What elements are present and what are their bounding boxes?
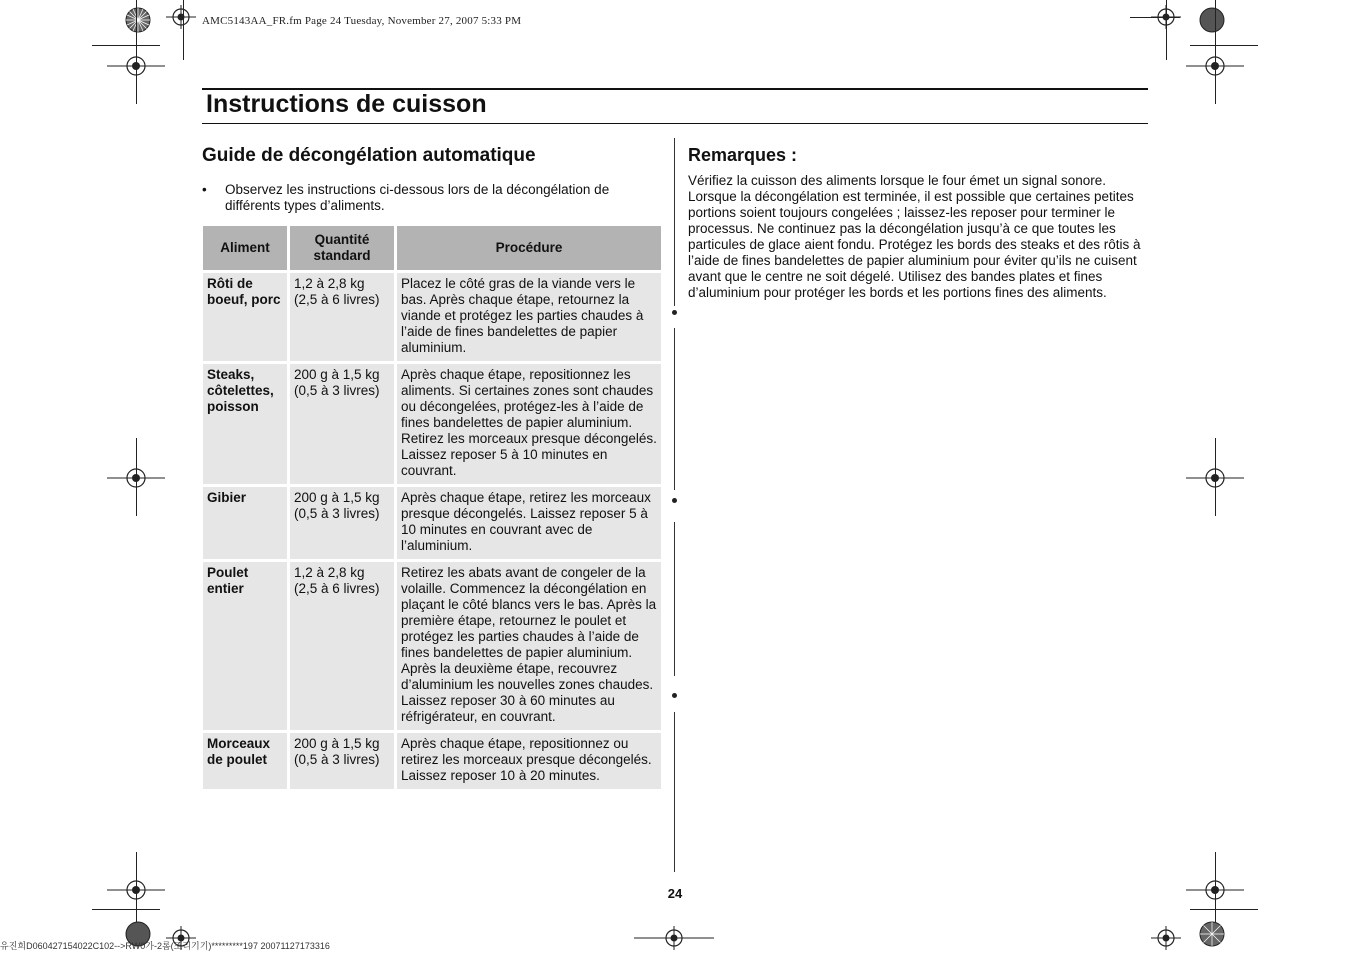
cell-procedure: Après chaque étape, retirez les morceaux presque décongelés. Laissez reposer 5 à 10 minutes en couvrant avec de l’aluminium. [397, 487, 661, 559]
table-row [203, 364, 661, 484]
starburst-mark-top-right [1199, 7, 1225, 33]
section-heading-notes: Remarques : [688, 145, 798, 165]
cell-quantity: 1,2 à 2,8 kg (2,5 à 6 livres) [290, 562, 394, 730]
crop-line [183, 0, 184, 60]
cell-food: Rôti de boeuf, porc [203, 273, 287, 361]
column-divider [674, 328, 675, 490]
header-procedure: Procédure [397, 226, 661, 270]
cell-procedure: Après chaque étape, repositionnez les aliments. Si certaines zones sont chaudes ou décongelées, protégez-les à l’aide de fines bandelettes de papier aluminium. Retirez les morceaux presque décongelés. Laissez reposer 5 à 10 minutes en couvrant. [397, 364, 661, 484]
crop-line [136, 852, 137, 922]
column-divider [674, 138, 675, 306]
column-divider [674, 522, 675, 676]
cell-food: Morceaux de poulet [203, 733, 287, 789]
crop-line [92, 45, 160, 46]
page-number: 24 [667, 886, 683, 901]
cell-procedure: Retirez les abats avant de congeler de la volaille. Commencez la décongélation en plaçant le côté blancs vers le bas. Après la première étape, retournez le poulet et protégez les parties chaudes à l’aide de fines bandelettes de papier aluminium. Après la deuxième étape, recouvrez d’aluminium les nouvelles zones chaudes. Laissez reposer 30 à 60 minutes au réfrigérateur, en couvrant. [397, 562, 661, 730]
notes-paragraph: Vérifiez la cuisson des aliments lorsque le four émet un signal sonore. Lorsque la décongélation est terminée, il est possible que certaines petites portions soient toujours congelées ; laissez-les reposer pour terminer le processus. Ne continuez pas la décongélation jusqu’à ce que toutes les particules de glace aient fondu. Protégez les bords des steaks et des rôtis à l’aide de fines bandelettes de papier aluminium pour éviter qu’ils ne cuisent avant que le centre ne soit dégelé. Utilisez des bandes plates et fines d’aluminium pour protéger les bords et les portions fines des aliments. [688, 173, 1141, 300]
crop-line [1190, 909, 1258, 910]
bullet-symbol: • [202, 182, 207, 197]
cell-food: Poulet entier [203, 562, 287, 730]
table-row [203, 562, 661, 730]
section-heading-guide: Guide de décongélation automatique [202, 145, 536, 166]
cell-quantity: 200 g à 1,5 kg (0,5 à 3 livres) [290, 364, 394, 484]
divider-dot [672, 498, 677, 503]
bullet-text: Observez les instructions ci-dessous lors de la décongélation de différents types d’aliments. [225, 182, 610, 213]
table-header-row [203, 226, 661, 270]
file-slug: AMC5143AA_FR.fm Page 24 Tuesday, November 27, 2007 5:33 PM [202, 15, 522, 27]
table-row [203, 273, 661, 361]
crop-line [1215, 0, 1216, 104]
cell-quantity: 200 g à 1,5 kg (0,5 à 3 livres) [290, 733, 394, 789]
footer-slug: 유진희D060427154022C102-->RW0가-2롬(조리기기)*********197 20071127173316 [0, 941, 330, 951]
cell-food: Steaks, côtelettes, poisson [203, 364, 287, 484]
table-row [203, 487, 661, 559]
divider-dot [672, 310, 677, 315]
crop-line [1215, 438, 1216, 516]
crop-line [1215, 852, 1216, 922]
crosshair-mark-bottom-right-b [1151, 926, 1181, 950]
crop-line [92, 909, 160, 910]
crop-line [136, 438, 137, 516]
column-divider [674, 712, 675, 872]
cell-procedure: Après chaque étape, repositionnez ou retirez les morceaux presque décongelés. Laissez reposer 10 à 20 minutes. [397, 733, 661, 789]
crop-line [1130, 17, 1180, 18]
starburst-mark-top-left [125, 7, 151, 33]
divider-dot [672, 693, 677, 698]
header-food: Aliment [203, 226, 287, 270]
cell-quantity: 1,2 à 2,8 kg (2,5 à 6 livres) [290, 273, 394, 361]
crop-line [1166, 0, 1167, 60]
defrost-table [200, 223, 664, 792]
crosshair-mark-top-left-a [166, 5, 196, 29]
cell-quantity: 200 g à 1,5 kg (0,5 à 3 livres) [290, 487, 394, 559]
cell-procedure: Placez le côté gras de la viande vers le bas. Après chaque étape, retournez la viande et protégez les parties chaudes à l’aide de fines bandelettes de papier aluminium. [397, 273, 661, 361]
title-rule-bottom [202, 123, 1148, 124]
crop-line [136, 0, 137, 104]
crop-line [1190, 45, 1258, 46]
crosshair-mark-bottom-center [634, 926, 714, 950]
starburst-mark-bottom-right [1199, 921, 1225, 947]
cell-food: Gibier [203, 487, 287, 559]
header-quantity: Quantité standard [290, 226, 394, 270]
page-title: Instructions de cuisson [206, 90, 487, 118]
table-row [203, 733, 661, 789]
